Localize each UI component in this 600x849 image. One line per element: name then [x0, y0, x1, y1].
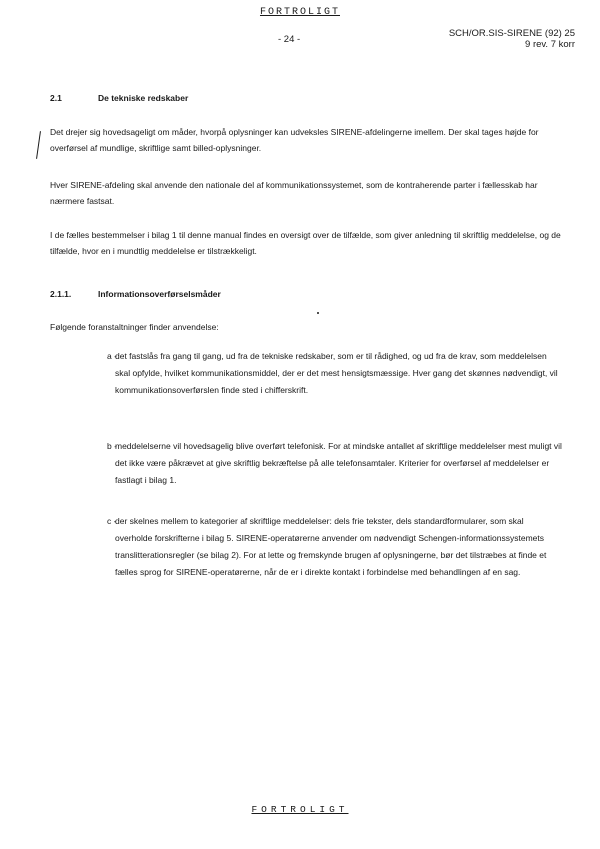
item-letter: b - — [107, 441, 117, 451]
paragraph-1: Det drejer sig hovedsageligt om måder, hvorpå oplysninger kan udveksles SIRENE-afdelingerne imellem. Der skal tages højde for overførsel af mundlige, skriftlige samt billed-oplysninger. — [50, 127, 539, 153]
paragraph-3: I de fælles bestemmelser i bilag 1 til denne manual findes en oversigt over de tilfælde, som giver anledning til skriftlig meddelelse, og de tilfælde, hvor en i mundtlig meddelelse er tilstrækkeligt. — [50, 230, 561, 256]
item-text: meddelelserne vil hovedsagelig blive overført telefonisk. For at mindske antallet af skriftlige meddelelser mest muligt vil det ikke være påkrævet at give skriftlig bekræftelse på alle telefonsamtaler. Kriterier for overførsel af meddelelser er fastlagt i bilag 1. — [115, 441, 562, 485]
document-reference — [425, 28, 575, 50]
item-text: der skelnes mellem to kategorier af skriftlige meddelelser: dels frie tekster, dels standardformularer, som skal overholde forskrifterne i bilag 5. SIRENE-operatørerne anvender om nødvendigt Schengen-informationssystemets translitterationsregler (se bilag 2). For at lette og fremskynde brugen af oplysningerne, bør det tilstræbes at finde et fælles sprog for SIRENE-operatørerne, når de er i direkte kontakt i forbindelse med behandlingen af en sag. — [115, 516, 547, 577]
section-2-1-heading — [50, 93, 188, 103]
section-title: Informationsoverførselsmåder — [98, 289, 221, 299]
doc-ref-line1: SCH/OR.SIS-SIRENE (92) 25 — [448, 28, 575, 39]
list-item — [107, 513, 563, 581]
doc-ref-line2: 9 rev. 7 korr — [525, 39, 575, 50]
margin-revision-mark — [36, 131, 41, 159]
footer-classification: FORTROLIGT — [251, 804, 349, 815]
list-item — [107, 438, 563, 489]
section-number: 2.1.1. — [50, 289, 72, 299]
list-item — [107, 348, 563, 399]
section-title: De tekniske redskaber — [98, 93, 189, 103]
section-number: 2.1 — [50, 93, 62, 103]
header-classification: FORTROLIGT — [259, 7, 340, 18]
intro-paragraph: Følgende foranstaltninger finder anvendelse: — [50, 322, 219, 332]
item-letter: a - — [107, 351, 117, 361]
paragraph-2: Hver SIRENE-afdeling skal anvende den nationale del af kommunikationssystemet, som de kontraherende parter i fællesskab har nærmere fastsat. — [50, 180, 538, 206]
section-2-1-1-heading — [50, 289, 221, 299]
item-letter: c - — [107, 516, 117, 526]
page-number: - 24 - — [278, 34, 301, 45]
item-text: det fastslås fra gang til gang, ud fra de tekniske redskaber, som er til rådighed, og ud fra de krav, som meddelelsen skal opfylde, hvilket kommunikationsmiddel, der er det mest hensigtsmæssige. Hver gang det skønnes nødvendigt, vil kommunikationsoverførslen finde sted i chifferskrift. — [115, 351, 558, 395]
stray-mark — [317, 312, 319, 314]
